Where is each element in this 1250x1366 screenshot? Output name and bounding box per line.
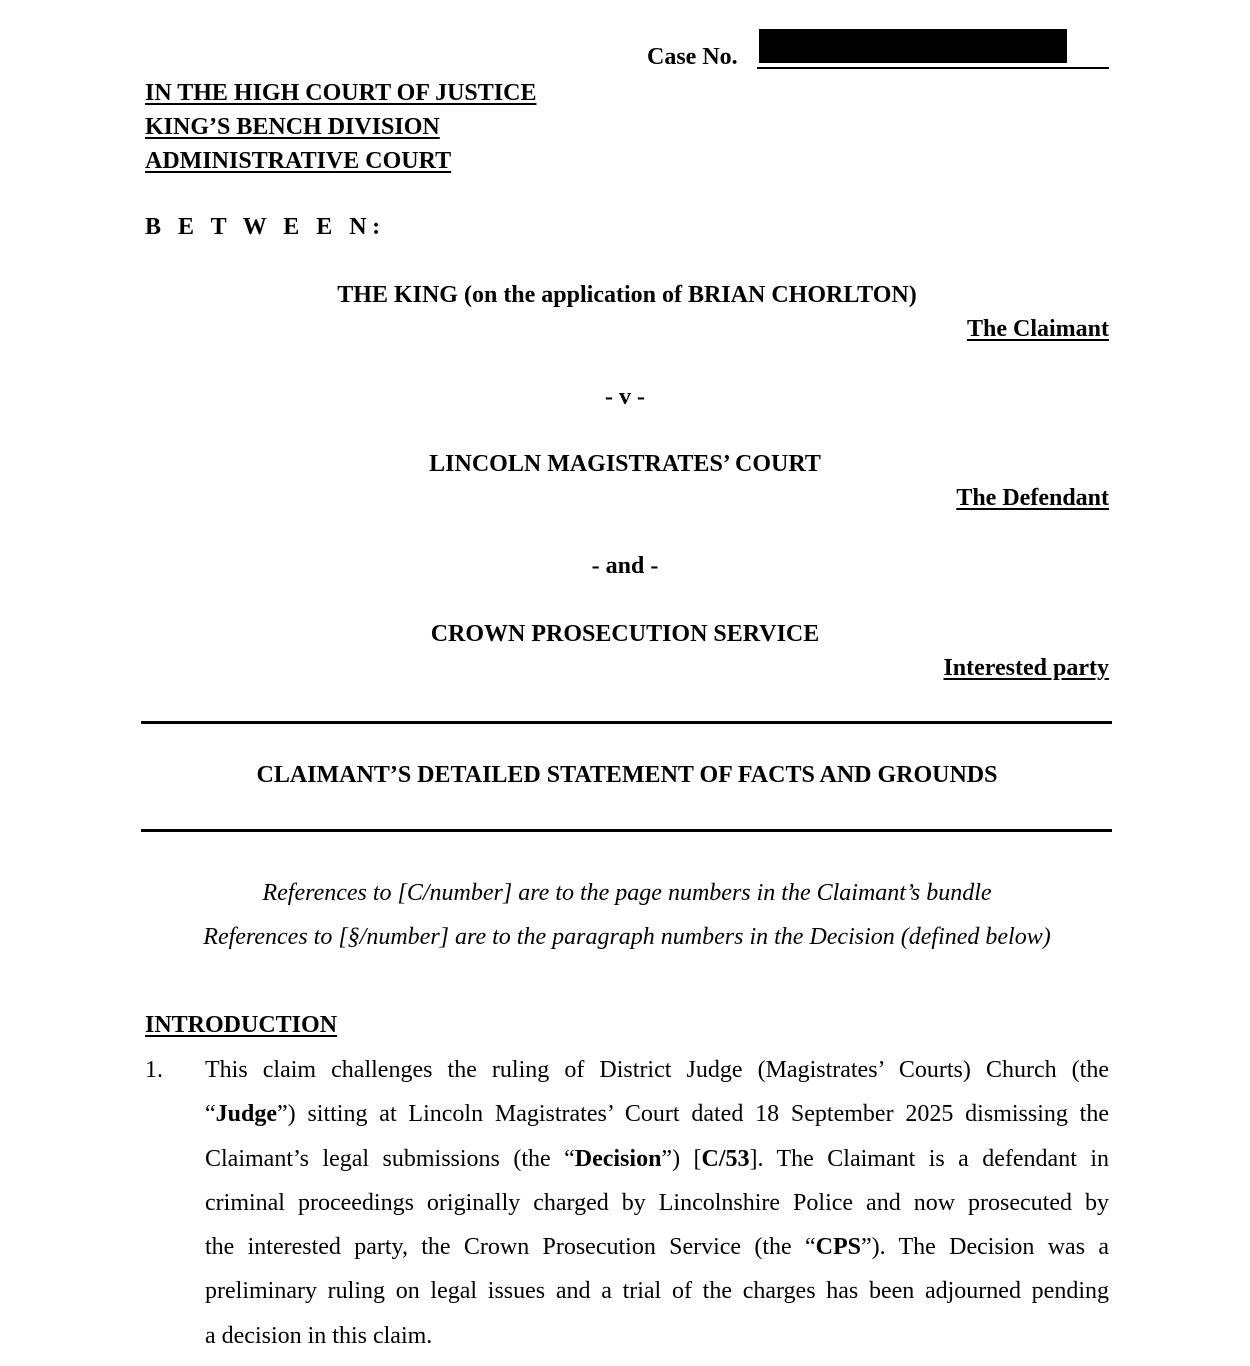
paragraph-1-line: Claimant’s legal submissions (the “Decision”) [C/53]. The Claimant is a defendant in <box>205 1145 1109 1172</box>
paragraph-1-line: a decision in this claim. <box>205 1322 433 1349</box>
case-number-redaction <box>759 29 1067 63</box>
defined-term: Judge <box>215 1101 278 1128</box>
interested-party-role: Interested party <box>943 655 1109 681</box>
case-number-underline <box>757 67 1109 69</box>
reference-note-decision: References to [§/number] are to the paragraph numbers in the Decision (defined below) <box>203 924 1051 950</box>
paragraph-1-line: “Judge”) sitting at Lincoln Magistrates’ Court dated 18 September 2025 dismissing the <box>205 1101 1109 1128</box>
paragraph-1-line: preliminary ruling on legal issues and a trial of the charges has been adjourned pending <box>205 1278 1109 1305</box>
paragraph-number: 1. <box>145 1057 163 1083</box>
defendant-role: The Defendant <box>956 485 1109 511</box>
paragraph-1-line: criminal proceedings originally charged by Lincolnshire Police and now prosecuted by <box>205 1189 1109 1216</box>
court-line-1: IN THE HIGH COURT OF JUSTICE <box>145 80 537 106</box>
document-title: CLAIMANT’S DETAILED STATEMENT OF FACTS AND GROUNDS <box>256 762 998 788</box>
claimant-role: The Claimant <box>966 316 1109 342</box>
reference-note-bundle: References to [C/number] are to the page numbers in the Claimant’s bundle <box>262 880 992 906</box>
defendant-name: LINCOLN MAGISTRATES’ COURT <box>429 451 821 477</box>
versus-separator: - v - <box>605 384 645 410</box>
court-heading <box>145 76 536 178</box>
defined-term: Decision <box>574 1145 662 1172</box>
paragraph-1-line: This claim challenges the ruling of District Judge (Magistrates’ Courts) Church (the <box>205 1057 1109 1083</box>
title-rule-top <box>141 721 1112 724</box>
and-separator: - and - <box>591 553 659 579</box>
defined-term: C/53 <box>701 1145 750 1172</box>
interested-party-name: CROWN PROSECUTION SERVICE <box>430 621 820 647</box>
paragraph-1-line: the interested party, the Crown Prosecution Service (the “CPS”). The Decision was a <box>205 1234 1109 1261</box>
introduction-heading: INTRODUCTION <box>145 1012 338 1038</box>
between-label: B E T W E E N: <box>145 214 386 240</box>
claimant-name: THE KING (on the application of BRIAN CHORLTON) <box>337 282 917 308</box>
court-line-3: ADMINISTRATIVE COURT <box>145 148 452 174</box>
paragraph-1-text <box>205 1048 1109 1358</box>
case-number-label: Case No. <box>647 44 738 70</box>
court-line-2: KING’S BENCH DIVISION <box>145 114 440 140</box>
title-rule-bottom <box>141 829 1112 832</box>
defined-term: CPS <box>815 1234 861 1261</box>
